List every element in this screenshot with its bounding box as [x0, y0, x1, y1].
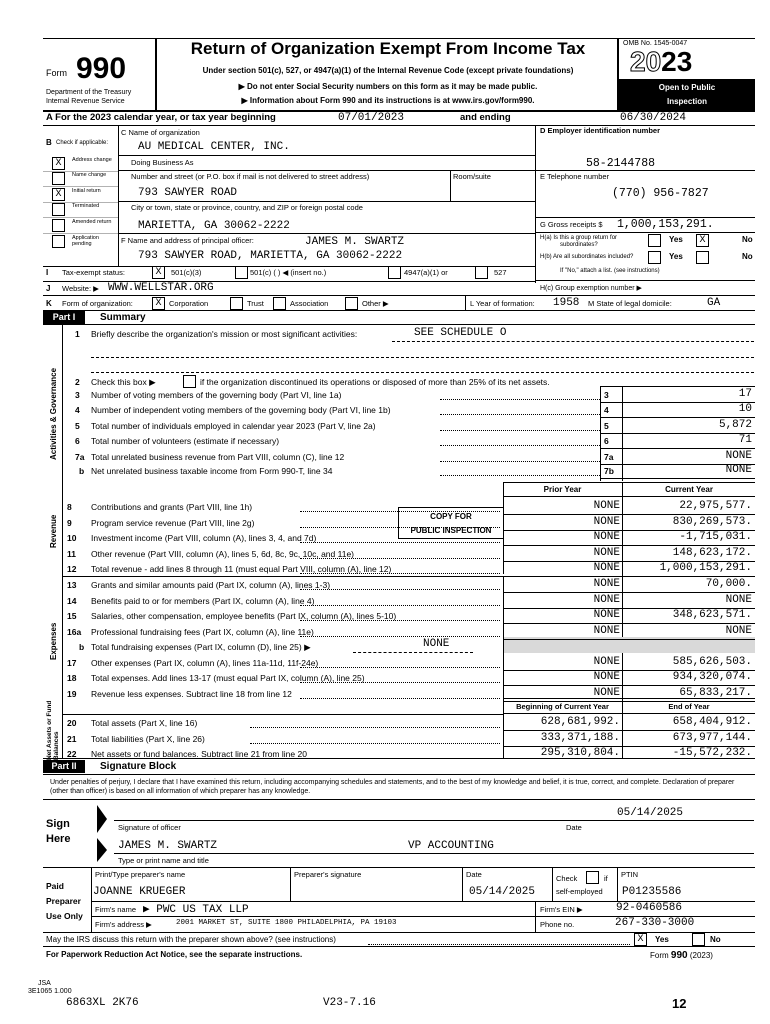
fin-line-text: Total revenue - add lines 8 through 11 (must equal Part VIII, column (A), line 12): [91, 564, 392, 574]
line1-text: Briefly describe the organization's mission or most significant activities:: [91, 329, 358, 339]
street-label: Number and street (or P.O. box if mail is not delivered to street address): [131, 172, 370, 181]
preparer-name-label: Print/Type preparer's name: [95, 870, 186, 879]
subordinates-no-checkbox[interactable]: [696, 251, 709, 264]
dba-label: Doing Business As: [131, 158, 194, 167]
discuss-yes-label: Yes: [655, 935, 669, 944]
fin-prior-value: NONE: [593, 671, 620, 683]
form-label: Form: [46, 68, 67, 78]
fin-prior-value: NONE: [593, 594, 620, 606]
principal-officer-name: JAMES M. SWARTZ: [305, 236, 405, 248]
fin-current-value: 934,320,074.: [672, 671, 752, 683]
net-boy-value: 628,681,992.: [540, 716, 620, 728]
net-eoy-value: 658,404,912.: [672, 716, 752, 728]
telephone-value: (770) 956-7827: [612, 187, 709, 200]
fin-line-text: Revenue less expenses. Subtract line 18 from line 12: [91, 689, 292, 699]
fin-current-value: 1,000,153,291.: [659, 562, 752, 574]
gov-line-value: 71: [738, 434, 752, 446]
form-number: 990: [76, 52, 127, 85]
subordinates-yes-label: Yes: [669, 252, 683, 261]
info-note: ▶ Information about Form 990 and its instructions is at www.irs.gov/form990.: [241, 96, 535, 105]
sign-date-label: Date: [566, 823, 582, 832]
principal-officer-label: F Name and address of principal officer:: [121, 236, 254, 245]
form-ref-prefix: Form: [650, 951, 669, 960]
officer-print-title: VP ACCOUNTING: [408, 840, 494, 852]
firm-name-label: Firm's name: [95, 905, 137, 914]
gov-line-value: 10: [738, 403, 752, 415]
b-checkbox-label: Initial return: [72, 188, 101, 194]
status-4947-checkbox[interactable]: [388, 266, 401, 279]
firm-phone: 267-330-3000: [615, 917, 695, 929]
fin-line-number: 12: [67, 564, 77, 574]
fin-prior-value: NONE: [593, 562, 620, 574]
fin-line-number: 13: [67, 580, 77, 590]
omb-number: OMB No. 1545-0047: [623, 40, 688, 47]
group-return-sub: subordinates?: [560, 242, 598, 248]
officer-sign-date: 05/14/2025: [617, 807, 684, 819]
gov-line-text: Number of independent voting members of the governing body (Part VI, line 1b): [91, 405, 391, 415]
org-other-checkbox[interactable]: [345, 297, 358, 310]
b-checkbox[interactable]: X: [52, 157, 65, 170]
b-checkbox-label: Application pending: [72, 235, 99, 247]
status-527-label: 527: [494, 268, 507, 277]
fin-line-number: 8: [67, 502, 72, 512]
prior-year-header: Prior Year: [543, 485, 582, 494]
fin-line-text: Total expenses. Add lines 13-17 (must equal Part IX, column (A), line 25): [91, 673, 365, 683]
fin-line-number: 11: [67, 549, 76, 559]
ein-value: 58-2144788: [586, 157, 656, 170]
line2-number: 2: [75, 377, 80, 387]
gov-line-value: 5,872: [718, 419, 752, 431]
part1-tag: Part I: [43, 311, 85, 324]
fin-current-value: 585,626,503.: [672, 656, 752, 668]
group-return-yes-checkbox[interactable]: [648, 234, 661, 247]
discuss-no-label: No: [710, 935, 721, 944]
status-501c3-checkbox[interactable]: X: [152, 266, 165, 279]
b-checkbox[interactable]: [52, 203, 65, 216]
fin-line-number: 14: [67, 596, 77, 606]
self-employed-check-label: Check: [556, 874, 578, 883]
net-eoy-value: -15,572,232.: [672, 747, 752, 759]
fin-current-value: 65,833,217.: [679, 687, 752, 699]
fin-line-number: 15: [67, 611, 77, 621]
gov-line-number: 5: [75, 421, 80, 431]
gov-line-text: Total unrelated business revenue from Part VIII, column (C), line 12: [91, 452, 345, 462]
state-domicile-value: GA: [707, 297, 721, 309]
open-public-line2: Inspection: [666, 97, 707, 106]
open-public-badge: [619, 79, 755, 110]
ptin-label: PTIN: [621, 870, 639, 879]
b-checkbox[interactable]: X: [52, 188, 65, 201]
phone-no-label: Phone no.: [540, 920, 575, 929]
tax-year-end: 06/30/2024: [620, 112, 687, 124]
fin-prior-value: NONE: [593, 531, 620, 543]
gross-receipts-value: 1,000,153,291.: [617, 218, 714, 231]
org-name-label: C Name of organization: [121, 128, 200, 137]
gov-line-box: 6: [604, 436, 609, 446]
telephone-label: E Telephone number: [540, 172, 610, 181]
page-number: 12: [672, 996, 687, 1011]
self-employed-if-label: if: [604, 874, 608, 883]
signature-line[interactable]: [114, 820, 754, 821]
footer-code-2: V23-7.16: [323, 997, 376, 1009]
gov-line-number: 4: [75, 405, 80, 415]
line-a-label: A For the 2023 calendar year, or tax year beginning: [46, 112, 276, 123]
fin-current-value: 348,623,571.: [672, 609, 752, 621]
discuss-question: May the IRS discuss this return with the preparer shown above? (see instructions): [46, 935, 336, 944]
gov-line-number: 7a: [75, 452, 85, 462]
line2-text-b: if the organization discontinued its operations or disposed of more than 25% of its net assets.: [200, 377, 550, 387]
fin-current-value: 22,975,577.: [679, 500, 752, 512]
fin-line-text: Professional fundraising fees (Part IX, column (A), line 11e): [91, 627, 314, 637]
fin-line-text: Benefits paid to or for members (Part IX, column (A), line 4): [91, 596, 315, 606]
fin-line-number: 10: [67, 533, 77, 543]
form-subtitle: Under section 501(c), 527, or 4947(a)(1) of the Internal Revenue Code (except private foundations): [202, 66, 574, 75]
status-4947-label: 4947(a)(1) or: [404, 268, 448, 277]
year-formation-label: L Year of formation:: [470, 299, 535, 308]
fin-current-value: NONE: [725, 594, 752, 606]
current-year-header: Current Year: [665, 485, 713, 494]
net-line-text: Total liabilities (Part X, line 26): [91, 734, 205, 744]
type-name-label: Type or print name and title: [118, 856, 209, 865]
fin-prior-value: NONE: [593, 625, 620, 637]
gov-line-box: 4: [604, 405, 609, 415]
form-ref-number: 990: [670, 950, 688, 961]
principal-officer-address: 793 SAWYER ROAD, MARIETTA, GA 30062-2222: [138, 250, 403, 262]
subordinates-no-label: No: [742, 252, 753, 261]
net-line-text: Net assets or fund balances. Subtract line 21 from line 20: [91, 749, 307, 759]
group-return-no-checkbox[interactable]: X: [696, 234, 709, 247]
ssn-note: ▶ Do not enter Social Security numbers on this form as it may be made public.: [238, 82, 538, 91]
fin-line-text: Grants and similar amounts paid (Part IX, column (A), lines 1-3): [91, 580, 331, 590]
eoy-header: End of Year: [668, 702, 710, 711]
fin-prior-value: NONE: [593, 687, 620, 699]
copy-stamp-line2: PUBLIC INSPECTION: [410, 526, 492, 535]
fin-line-number: 16a: [67, 627, 82, 637]
sign-label: Sign: [46, 818, 70, 830]
preparer-date: 05/14/2025: [469, 886, 536, 898]
fin-line-number: 17: [67, 658, 77, 668]
preparer-date-label: Date: [466, 870, 482, 879]
fin-line-number: 19: [67, 689, 77, 699]
jsa-code: 3E1065 1.000: [28, 988, 72, 995]
boy-header: Beginning of Current Year: [516, 702, 609, 711]
form-reference: [650, 950, 713, 961]
gov-line-text: Net unrelated business taxable income from Form 990-T, line 34: [91, 466, 333, 476]
city-label: City or town, state or province, country, and ZIP or foreign postal code: [131, 203, 363, 212]
preparer-label: Preparer: [46, 896, 81, 906]
preparer-name: JOANNE KRUEGER: [93, 886, 186, 898]
fin-prior-value: NONE: [593, 500, 620, 512]
tax-year-begin: 07/01/2023: [338, 112, 405, 124]
org-other-label: Other ▶: [362, 299, 389, 308]
gross-receipts-label: G Gross receipts $: [540, 220, 603, 229]
gov-line-text: Number of voting members of the governing body (Part VI, line 1a): [91, 390, 342, 400]
b-checkbox-label: Amended return: [72, 219, 112, 225]
discuss-no-checkbox[interactable]: [692, 933, 705, 946]
gov-line-number: 6: [75, 436, 80, 446]
fin-current-value: 70,000.: [705, 578, 752, 590]
name-arrow-icon: [97, 838, 107, 862]
gov-line-text: Total number of volunteers (estimate if necessary): [91, 436, 280, 446]
discuss-yes-checkbox[interactable]: X: [634, 933, 647, 946]
gov-line-value: NONE: [725, 450, 752, 462]
section-b-label: B: [46, 138, 52, 147]
fin-prior-value: NONE: [593, 578, 620, 590]
fin-prior-value: NONE: [593, 516, 620, 528]
fin-line-text: Other expenses (Part IX, column (A), lines 11a-11d, 11f-24e): [91, 658, 319, 668]
b-checkbox-label: Name change: [72, 172, 107, 178]
fin-line-text: Salaries, other compensation, employee benefits (Part IX, column (A), lines 5-10): [91, 611, 397, 621]
form-title: Return of Organization Exempt From Income Tax: [190, 39, 586, 58]
tax-year-prefix: 20: [630, 46, 662, 77]
sign-arrow-icon: [97, 805, 107, 833]
line1-number: 1: [75, 329, 80, 339]
gov-line-box: 7a: [604, 452, 614, 462]
form-ref-year: (2023): [689, 951, 713, 960]
firm-ein: 92-0460586: [616, 902, 683, 914]
line-j-label: J: [46, 284, 51, 293]
line-a-and-ending: and ending: [460, 112, 511, 123]
net-eoy-value: 673,977,144.: [672, 732, 752, 744]
firm-ein-label: Firm's EIN ▶: [540, 905, 583, 914]
b-checkbox[interactable]: [52, 219, 65, 232]
open-public-line1: Open to Public: [658, 83, 716, 92]
org-association-label: Association: [290, 299, 329, 308]
fin-line-text: Program service revenue (Part VIII, line 2g): [91, 518, 255, 528]
net-line-number: 21: [67, 734, 77, 744]
tax-exempt-status-label: Tax-exempt status:: [62, 268, 125, 277]
org-street: 793 SAWYER ROAD: [138, 187, 238, 199]
side-label-net-assets: Net Assets or Fund Balances: [46, 700, 60, 760]
jsa-label: JSA: [38, 980, 51, 987]
signature-label: Signature of officer: [118, 823, 181, 832]
status-501c-checkbox[interactable]: [235, 266, 248, 279]
net-line-number: 22: [67, 749, 77, 759]
dept-treasury: Department of the Treasury: [46, 89, 132, 96]
group-exemption-label: H(c) Group exemption number ▶: [540, 285, 642, 292]
self-employed-label: self-employed: [556, 887, 603, 896]
website-label: Website: ▶: [62, 284, 99, 293]
subordinates-included-label: H(b) Are all subordinates included?: [540, 254, 634, 260]
gov-line-box: 3: [604, 390, 609, 400]
gov-line-text: Total number of individuals employed in calendar year 2023 (Part V, line 2a): [91, 421, 376, 431]
status-501c3-label: 501(c)(3): [171, 268, 202, 277]
side-label-revenue: Revenue: [49, 514, 58, 548]
net-line-text: Total assets (Part X, line 16): [91, 718, 198, 728]
gov-line-box: 5: [604, 421, 609, 431]
org-association-checkbox[interactable]: [273, 297, 286, 310]
fin-line-number: 9: [67, 518, 72, 528]
line1-value: SEE SCHEDULE O: [414, 327, 507, 339]
discontinued-checkbox[interactable]: [183, 375, 196, 388]
b-checkbox[interactable]: [52, 172, 65, 185]
group-return-no-label: No: [742, 235, 753, 244]
paperwork-notice: For Paperwork Reduction Act Notice, see the separate instructions.: [46, 950, 303, 959]
gov-line-value: 17: [738, 388, 752, 400]
state-domicile-label: M State of legal domicile:: [588, 299, 672, 308]
side-label-governance: Activities & Governance: [49, 367, 58, 460]
use-only-label: Use Only: [46, 911, 83, 921]
room-suite-label: Room/suite: [453, 172, 491, 181]
part2-title: Signature Block: [100, 761, 177, 772]
org-city: MARIETTA, GA 30062-2222: [138, 220, 290, 232]
fin-current-value: -1,715,031.: [679, 531, 752, 543]
fin-line-number: 18: [67, 673, 77, 683]
firm-name: ▶ PWC US TAX LLP: [143, 904, 249, 916]
side-label-expenses: Expenses: [49, 622, 58, 660]
line-k-label: K: [46, 299, 52, 308]
line16b-number: b: [79, 642, 85, 652]
tax-year-suffix: 23: [661, 46, 693, 77]
footer-code-1: 6863XL 2K76: [66, 997, 139, 1009]
fin-line-text: Other revenue (Part VIII, column (A), lines 5, 6d, 8c, 9c, 10c, and 11e): [91, 549, 354, 559]
org-corporation-checkbox[interactable]: X: [152, 297, 165, 310]
line16b-text: Total fundraising expenses (Part IX, column (D), line 25) ▶: [91, 642, 311, 652]
fin-line-text: Contributions and grants (Part VIII, line 1h): [91, 502, 253, 512]
fin-prior-value: NONE: [593, 547, 620, 559]
dept-irs: Internal Revenue Service: [46, 98, 125, 105]
part2-tag: Part II: [43, 760, 85, 773]
status-527-checkbox[interactable]: [475, 266, 488, 279]
net-line-number: 20: [67, 718, 77, 728]
b-checkbox[interactable]: [52, 235, 65, 248]
ein-label: D Employer identification number: [540, 126, 661, 135]
subordinates-yes-checkbox[interactable]: [648, 251, 661, 264]
part1-title: Summary: [100, 312, 146, 323]
org-trust-label: Trust: [247, 299, 264, 308]
here-label: Here: [46, 833, 71, 845]
fin-current-value: 830,269,573.: [672, 516, 752, 528]
firm-address-label: Firm's address ▶: [95, 920, 152, 929]
group-return-yes-label: Yes: [669, 235, 683, 244]
fin-current-value: 148,623,172.: [672, 547, 752, 559]
org-name: AU MEDICAL CENTER, INC.: [138, 141, 290, 153]
preparer-ptin: P01235586: [622, 886, 682, 898]
perjury-statement: Under penalties of perjury, I declare that I have examined this return, including accompanying schedules and statements, and to the best of my knowledge and belief, it is true, correct, and complete. Declaration of preparer (other than officer) is based on all information of which preparer has any knowledge.: [50, 779, 735, 795]
b-checkbox-label: Address change: [72, 157, 112, 163]
fin-prior-value: NONE: [593, 656, 620, 668]
net-boy-value: 333,371,188.: [540, 732, 620, 744]
gov-line-number: b: [79, 466, 85, 476]
subordinates-note: If "No," attach a list. (see instructions): [560, 268, 660, 274]
org-trust-checkbox[interactable]: [230, 297, 243, 310]
website-value: WWW.WELLSTAR.ORG: [108, 282, 214, 294]
preparer-signature-label: Preparer's signature: [294, 870, 362, 879]
officer-print-name: JAMES M. SWARTZ: [118, 840, 218, 852]
line2-text-a: Check this box ▶: [91, 377, 156, 387]
status-501c-label: 501(c) ( ) ◀ (insert no.): [250, 268, 327, 277]
firm-address: 2001 MARKET ST, SUITE 1800 PHILADELPHIA, PA 19103: [176, 919, 397, 927]
year-formation-value: 1958: [553, 297, 580, 309]
net-boy-value: 295,310,804.: [540, 747, 620, 759]
tax-year: [630, 47, 692, 77]
copy-stamp-line1: COPY FOR: [430, 512, 472, 521]
paid-label: Paid: [46, 881, 64, 891]
fin-line-text: Investment income (Part VIII, column (A), lines 3, 4, and 7d): [91, 533, 317, 543]
gov-line-box: 7b: [604, 466, 614, 476]
org-corporation-label: Corporation: [169, 299, 209, 308]
line16b-value: NONE: [423, 638, 450, 650]
self-employed-checkbox[interactable]: [586, 871, 599, 884]
b-checkbox-label: Terminated: [72, 203, 100, 209]
fin-prior-value: NONE: [593, 609, 620, 621]
gov-line-value: NONE: [725, 464, 752, 476]
group-return-label: H(a) Is this a group return for: [540, 235, 618, 241]
gov-line-number: 3: [75, 390, 80, 400]
section-b-check-if: Check if applicable:: [56, 140, 109, 146]
form-of-org-label: Form of organization:: [62, 299, 133, 308]
fin-current-value: NONE: [725, 625, 752, 637]
line-i-label: I: [46, 268, 49, 277]
